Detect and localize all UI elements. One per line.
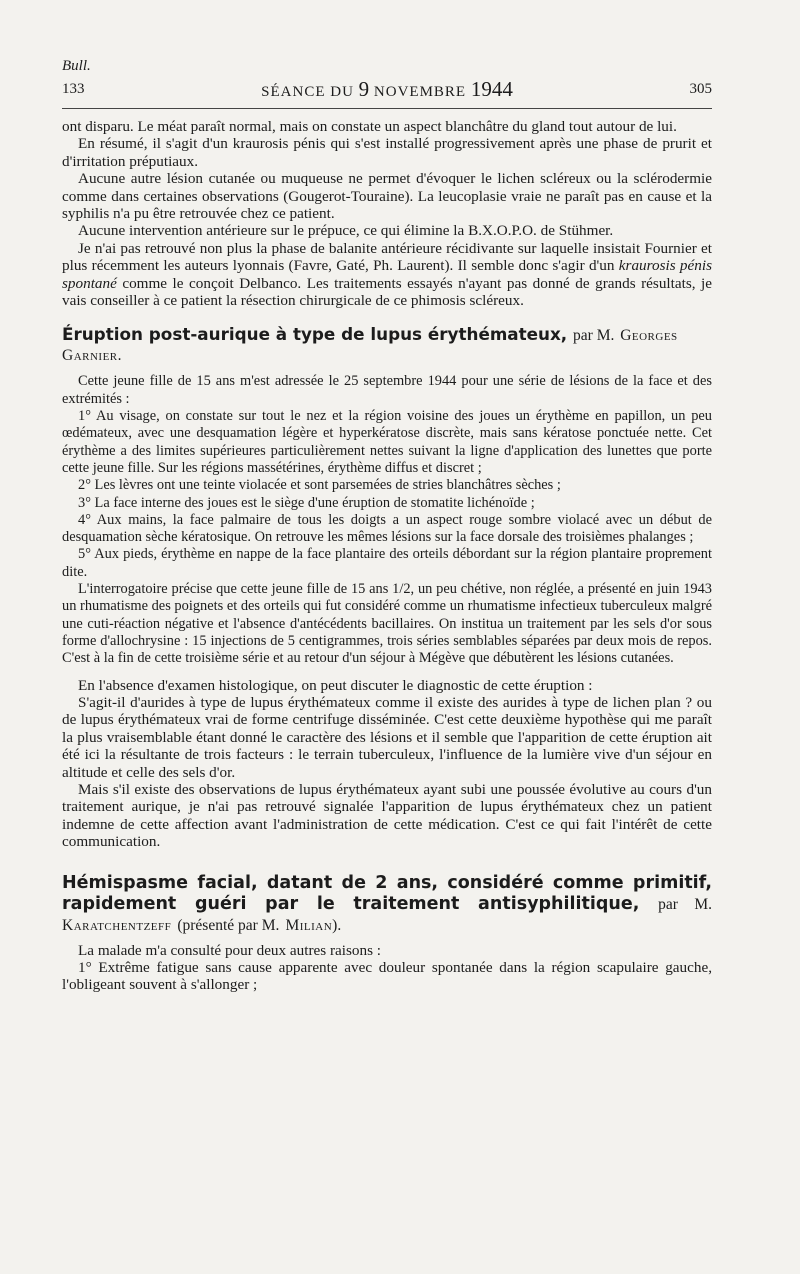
author-name: Georges Garnier. — [62, 327, 678, 365]
section-title: Éruption post-aurique à type de lupus érythémateux, — [62, 324, 568, 345]
section-heading-hemispasme — [62, 873, 712, 936]
section-heading-eruption — [62, 325, 712, 365]
author-name: Karatchentzeff — [62, 916, 172, 934]
header-rule — [62, 108, 712, 109]
paragraph: Mais s'il existe des observations de lupus érythémateux ayant subi une poussée évolutive au cours d'un traitement aurique, je n'ai pas retrouvé signalée l'apparition de lupus érythémateux chez un patient indemne de cette affection avant l'administration de cette médication. C'est ce qui fait l'intérêt de cette communication. — [62, 780, 712, 851]
emphasis: kraurosis pénis spontané — [62, 257, 712, 292]
paragraph: 1° Extrême fatigue sans cause apparente avec douleur spontanée dans la région scapulaire gauche, l'obligeant souvent à s'allonger ; — [62, 958, 712, 994]
paragraph: 4° Aux mains, la face palmaire de tous les doigts a un aspect rouge sombre violacé avec un début de desquamation sèche kératosique. On retrouve les mêmes lésions sur la face dorsale des troisièmes phalanges ; — [62, 511, 712, 546]
paragraph: 1° Au visage, on constate sur tout le nez et la région voisine des joues un érythème en papillon, un peu œdémateux, avec une desquamation légère et hyperkératose discrète, mais sans kératose ponctuée nette. Cet érythème a des limites supérieures particulièrement nettes suivant la ligne d'application des lunettes que porte cette jeune fille. Sur les régions massétérines, érythème diffus et discret ; — [62, 408, 712, 476]
byline-prefix: par M. — [658, 895, 713, 913]
corner-annotation: Bull. — [62, 58, 91, 74]
paragraph: En l'absence d'examen histologique, on peut discuter le diagnostic de cette éruption : — [78, 676, 593, 694]
header-title — [62, 77, 712, 102]
paragraph-text: comme le conçoit Delbanco. Les traitements essayés n'ayant pas donné de grands résultats, je vais conseiller à ce patient la résection chirurgicale de ce phimosis scléreux. — [62, 274, 712, 310]
page-number: 305 — [689, 81, 712, 97]
article-body — [62, 118, 712, 994]
paragraph: Cette jeune fille de 15 ans m'est adressée le 25 septembre 1944 pour une série de lésions de la face et des extrémités : — [62, 373, 712, 407]
paragraph: 5° Aux pieds, érythème en nappe de la face plantaire des orteils débordant sur la région plantaire proprement dite. — [62, 546, 712, 580]
paragraph-text: Je n'ai pas retrouvé non plus la phase de balanite antérieure récidivante sur laquelle insistait Fournier et plus récemment les auteurs lyonnais (Favre, Gaté, Ph. Laurent). Il semble donc s'agir d'un — [62, 239, 712, 275]
presenter-name: Milian — [285, 916, 333, 934]
intro-text — [62, 118, 712, 240]
paragraph: 2° Les lèvres ont une teinte violacée et sont parsemées de stries blanchâtres sèches ; — [78, 477, 561, 494]
presented-by-prefix: (présenté par M. — [177, 916, 280, 934]
paragraph: En résumé, il s'agit d'un kraurosis pénis qui s'est installé progressivement après une phase de prurit et d'irritation préputiaux. — [62, 135, 712, 170]
header-month: NOVEMBRE — [373, 84, 467, 100]
case-text — [62, 942, 712, 994]
presented-by-suffix: ). — [332, 916, 342, 934]
header-prefix: SÉANCE DU — [261, 84, 354, 100]
paragraph: S'agit-il d'aurides à type de lupus érythémateux comme il existe des aurides à type de lichen plan ? ou de lupus érythémateux vrai de forme centrifuge disséminée. C'est cette deuxième hypothèse qui me paraît la plus vraisemblable étant donné le caractère des lésions et il semble que l'apparition de cette éruption ait été ici la résultante de trois facteurs : le terrain tuberculeux, l'influence de la lumière vive d'un séjour en altitude et celle des sels d'or. — [62, 693, 712, 781]
paragraph: L'interrogatoire précise que cette jeune fille de 15 ans 1/2, un peu chétive, non réglée, a présenté en juin 1943 un rhumatisme des poignets et des orteils qui fut considéré comme un rhumatisme infectieux tuberculeux malgré une cuti-réaction négative et l'absence d'antécédents bacillaires. On institua un traitement par les sels d'or sous forme d'allochrysine : 15 injections de 5 centigrammes, trois séries semblables séparées par deux mois de repos. C'est à la fin de cette troisième série et au retour d'un séjour à Mégève que débutèrent les lésions cutanées. — [62, 581, 712, 667]
header-year: 1944 — [470, 77, 513, 101]
page-ref-left: 133 — [62, 81, 85, 97]
paragraph: Aucune intervention antérieure sur le prépuce, ce qui élimine la B.X.O.P.O. de Stühmer. — [78, 222, 614, 240]
paragraph: ont disparu. Le méat paraît normal, mais on constate un aspect blanchâtre du gland tout autour de lui. — [62, 118, 677, 135]
paragraph: La malade m'a consulté pour deux autres raisons : — [78, 941, 382, 959]
running-header — [62, 77, 712, 99]
discussion-text — [62, 677, 712, 851]
section-title: Hémispasme facial, datant de 2 ans, considéré comme primitif, rapidement guéri par le traitement antisyphilitique, — [62, 872, 712, 914]
paragraph: 3° La face interne des joues est le siège d'une éruption de stomatite lichénoïde ; — [78, 494, 535, 511]
header-day: 9 — [358, 77, 370, 101]
byline-prefix: par M. — [573, 327, 615, 345]
case-description — [62, 373, 712, 667]
paragraph: Aucune autre lésion cutanée ou muqueuse ne permet d'évoquer le lichen scléreux ou la sclérodermie comme dans certaines observations (Gougerot-Touraine). La leucoplasie vraie ne paraît pas en cause et la syphilis n'a pu être retrouvée chez ce patient. — [62, 170, 712, 223]
paragraph — [62, 240, 712, 310]
